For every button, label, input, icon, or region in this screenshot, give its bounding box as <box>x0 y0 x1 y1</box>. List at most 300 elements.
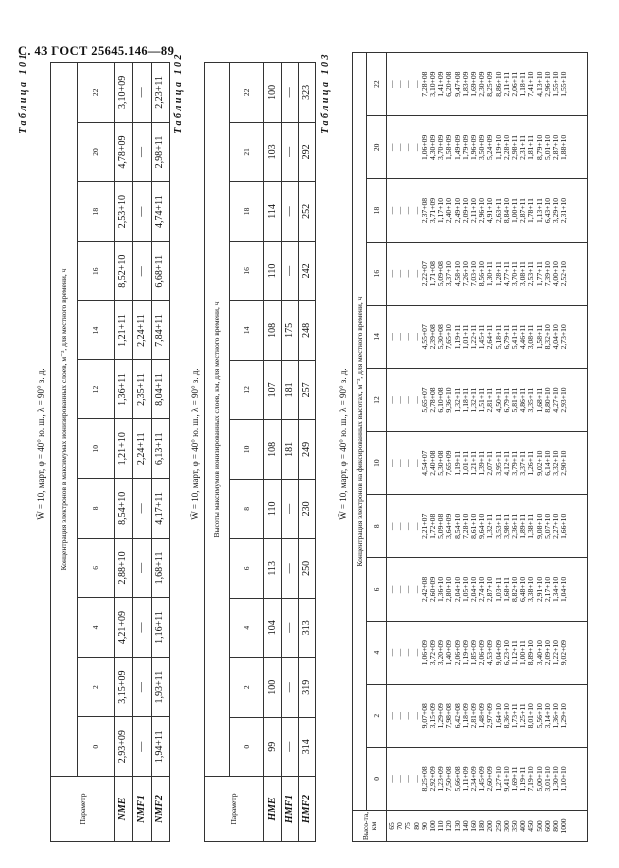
table-cell: — <box>411 711 421 720</box>
hour-header: 10 <box>367 432 387 495</box>
table-cell: 1,32+11 <box>452 387 462 413</box>
table-103-caption: W̄ = 10, март, φ = 40° ю. ш., λ = 90° з. д. <box>338 368 348 520</box>
table-cell: 3,08+11 <box>526 324 536 350</box>
table-cell: — <box>281 63 298 123</box>
hour-header: 2 <box>230 658 264 717</box>
value-column <box>387 432 588 495</box>
rotated-page <box>18 46 593 842</box>
table-cell: — <box>387 269 396 278</box>
height-value: 800 <box>551 820 561 832</box>
table-cell: 2,49+10 <box>452 197 462 224</box>
value-column <box>387 242 588 305</box>
table-cell: 1,18+11 <box>460 387 470 413</box>
table-cell: 2,40+08 <box>428 450 438 476</box>
table-cell: 1,68+11 <box>151 538 169 598</box>
table-cell: 2,36+11 <box>510 513 520 539</box>
table-cell: 1,19+11 <box>452 324 462 350</box>
table-cell: 3,29+10 <box>551 197 561 224</box>
table-cell: — <box>387 522 396 531</box>
table-102-caption: W̄ = 10, март, φ = 40° ю. ш., λ = 90° з. д. <box>190 368 200 520</box>
table-cell: 1,01+11 <box>460 450 470 476</box>
table-cell: 5,81+11 <box>510 387 520 413</box>
table-cell: 2,24+11 <box>133 419 151 479</box>
table-cell: 7,28+08 <box>419 71 429 97</box>
table-cell: 1,06+09 <box>419 640 429 666</box>
height-value: 75 <box>403 822 413 830</box>
table-cell: 3,79+11 <box>510 450 520 476</box>
table-cell: 8,84+10 <box>501 197 511 224</box>
table-cell: 8,80+10 <box>542 387 552 413</box>
table-cell: 2,22+07 <box>419 261 429 287</box>
table-cell: 2,73+10 <box>559 324 569 350</box>
hour-header: 18 <box>77 182 114 242</box>
table-cell: 3,15+09 <box>428 703 438 729</box>
table-cell: 100 <box>264 63 281 123</box>
table-cell: 2,74+10 <box>477 576 487 603</box>
table-cell: 7,41+10 <box>526 71 536 97</box>
table-cell: 1,30+11 <box>485 261 495 287</box>
hour-header: 12 <box>77 360 114 419</box>
table-cell: 3,53+11 <box>493 513 503 539</box>
height-value: 350 <box>510 820 520 832</box>
table-cell: 6,79+11 <box>501 324 511 350</box>
hour-header: 6 <box>367 558 387 621</box>
table-cell: 1,96+09 <box>469 134 479 160</box>
table-102-subcaption: Высоты максимумов ионизированных слоев, км, для местного времени, ч <box>205 63 230 777</box>
table-cell: 3,70+09 <box>436 134 446 160</box>
table-cell: 6,20+08 <box>444 71 454 97</box>
table-cell: 5,30+08 <box>436 450 446 476</box>
height-value: 120 <box>444 820 454 832</box>
table-cell: — <box>395 585 405 594</box>
table-cell: 6,23+10 <box>501 640 511 666</box>
table-cell: 1,41+09 <box>436 71 446 97</box>
hour-header: 2 <box>367 684 387 747</box>
table-cell: — <box>403 522 413 531</box>
table-cell: 1,73+11 <box>510 703 520 729</box>
table-cell: 1,04+10 <box>559 576 569 603</box>
table-cell: — <box>411 522 421 531</box>
table-cell: — <box>403 711 413 720</box>
table-cell: 1,18+11 <box>518 71 528 97</box>
table-cell: 1,29+09 <box>436 703 446 729</box>
hour-header: 12 <box>367 368 387 431</box>
table-cell: 8,61+10 <box>469 513 479 539</box>
table-cell: — <box>411 143 421 152</box>
table-cell: 2,53+10 <box>114 182 132 242</box>
table-cell: 1,03+11 <box>493 577 503 602</box>
table-cell: 3,95+11 <box>493 450 503 476</box>
table-cell: — <box>133 598 151 658</box>
table-cell: 1,32+11 <box>485 513 495 539</box>
value-column <box>387 684 588 747</box>
table-cell: 5,07+10 <box>542 513 552 539</box>
table-cell: — <box>403 206 413 215</box>
hour-header: 18 <box>230 182 264 241</box>
table-cell: — <box>403 396 413 404</box>
table-cell: 313 <box>298 598 315 657</box>
table-cell: — <box>387 143 396 152</box>
table-cell: 1,40+09 <box>444 640 454 666</box>
table-cell: 5,00+10 <box>534 766 544 792</box>
table-cell: 175 <box>281 301 298 360</box>
table-cell: 1,00+11 <box>518 640 528 666</box>
table-cell: — <box>133 241 151 301</box>
hour-header: 20 <box>367 116 387 179</box>
value-column <box>387 53 588 116</box>
table-cell: 6,48+10 <box>518 576 528 603</box>
table-cell: 7,65+09 <box>444 450 454 476</box>
table-cell: — <box>387 396 396 404</box>
table-cell: 2,39+08 <box>428 324 438 350</box>
table-cell: 1,39+11 <box>477 450 487 476</box>
table-cell: 5,24+09 <box>485 134 495 160</box>
table-cell: 4,58+10 <box>452 261 462 287</box>
table-cell: 1,49+09 <box>452 134 462 160</box>
table-cell: 1,34+10 <box>551 576 561 603</box>
table-cell: — <box>387 459 396 467</box>
table-cell: 8,04+11 <box>151 360 169 419</box>
hour-header: 0 <box>77 717 114 777</box>
table-cell: 2,07+11 <box>485 450 495 476</box>
height-value: 70 <box>395 822 405 830</box>
table-cell: 1,64+10 <box>493 703 503 729</box>
table-cell: 2,04+10 <box>469 576 479 603</box>
table-cell: — <box>387 648 396 657</box>
table-cell: 1,48+09 <box>477 703 487 729</box>
table-cell: — <box>395 522 405 531</box>
value-column <box>387 305 588 368</box>
table-cell: 4,53+09 <box>485 640 495 666</box>
table-cell: 99 <box>264 717 281 776</box>
table-cell: 2,30+09 <box>477 71 487 97</box>
height-value: 300 <box>501 820 511 832</box>
table-cell: 1,00+11 <box>510 198 520 223</box>
table-cell: — <box>281 241 298 300</box>
param-name: HMF2 <box>298 777 315 842</box>
table-cell: 8,56+10 <box>477 261 487 287</box>
table-cell: 1,94+11 <box>151 717 169 777</box>
table-cell: 5,56+10 <box>534 703 544 729</box>
table-cell: — <box>133 717 151 777</box>
table-cell: 1,71+08 <box>428 261 438 287</box>
hour-header: 6 <box>77 538 114 598</box>
table-cell: 2,09+10 <box>542 640 552 666</box>
table-cell: 1,01+11 <box>460 324 470 350</box>
value-column <box>387 621 588 684</box>
table-cell: 8,25+09 <box>485 71 495 97</box>
table-cell: 1,58+11 <box>534 324 544 350</box>
table-cell: 5,41+11 <box>510 324 520 350</box>
table-cell: 1,32+11 <box>469 387 479 413</box>
hour-header: 16 <box>77 241 114 301</box>
table-cell: 9,02+10 <box>534 450 544 476</box>
table-cell: 1,85+09 <box>469 640 479 666</box>
table-cell: 1,26+11 <box>526 450 536 476</box>
table-cell: 6,10+08 <box>436 387 446 413</box>
table-cell: 8,52+10 <box>114 241 132 301</box>
hour-header: 16 <box>367 242 387 305</box>
table-cell: 1,19+09 <box>460 640 470 666</box>
table-102-title: Таблица 102 <box>173 52 184 134</box>
table-cell: — <box>411 775 421 783</box>
table-cell: 2,06+09 <box>477 640 487 666</box>
table-cell: 9,41+10 <box>501 766 511 792</box>
table-cell: 110 <box>264 241 281 300</box>
table-cell: 1,18+09 <box>460 703 470 729</box>
table-cell: 2,31+10 <box>559 197 569 224</box>
table-cell: — <box>133 122 151 182</box>
table-cell: 1,10+10 <box>559 766 569 792</box>
table-cell: 8,36+10 <box>501 703 511 729</box>
table-cell: 181 <box>281 360 298 419</box>
table-cell: 2,60+09 <box>428 576 438 603</box>
table-cell: 1,19+11 <box>452 450 462 476</box>
table-cell: 2,87+11 <box>518 198 528 223</box>
table-cell: — <box>281 598 298 657</box>
table-cell: 1,88+10 <box>559 134 569 160</box>
table-102 <box>204 62 316 842</box>
table-cell: — <box>395 80 405 88</box>
table-cell: — <box>411 648 421 657</box>
height-value: 450 <box>526 820 536 832</box>
hour-header: 4 <box>77 598 114 658</box>
table-cell: 1,78+11 <box>526 198 536 223</box>
hour-header: 0 <box>367 747 387 810</box>
table-cell: 1,21+10 <box>114 419 132 479</box>
page-header: С. 43 ГОСТ 25645.146—89 <box>18 44 175 58</box>
height-value: 80 <box>411 822 421 830</box>
table-cell: 4,30+09 <box>428 134 438 160</box>
table-row <box>281 63 298 842</box>
table-cell: 3,40+10 <box>534 640 544 666</box>
table-cell: 9,02+09 <box>559 640 569 666</box>
table-cell: 1,36+10 <box>436 576 446 603</box>
table-cell: 4,27+10 <box>551 387 561 413</box>
hour-header: 6 <box>230 539 264 598</box>
value-column <box>387 495 588 558</box>
table-cell: 5,09+08 <box>436 513 446 539</box>
height-value: 500 <box>534 820 544 832</box>
table-cell: 1,30+10 <box>551 766 561 792</box>
table-cell: 110 <box>264 479 281 538</box>
table-cell: 319 <box>298 658 315 717</box>
table-cell: 1,17+10 <box>436 197 446 224</box>
table-cell: — <box>395 143 405 152</box>
table-cell: — <box>133 479 151 539</box>
table-cell: 2,23+11 <box>151 63 169 123</box>
table-cell: 1,19+10 <box>493 134 503 160</box>
hour-header: 22 <box>367 53 387 116</box>
table-cell: 3,35+11 <box>526 387 536 413</box>
table-cell: 2,11+11 <box>501 71 511 97</box>
table-cell: 2,96+10 <box>542 71 552 97</box>
table-101-caption: W̄ = 10, март, φ = 40° ю. ш., λ = 90° з. д. <box>36 368 46 520</box>
hour-header: 16 <box>230 241 264 300</box>
table-cell: 6,13+11 <box>151 419 169 479</box>
table-cell: 314 <box>298 717 315 776</box>
table-cell: — <box>387 711 396 720</box>
table-cell: — <box>411 269 421 278</box>
table-cell: — <box>281 479 298 538</box>
table-cell: 3,15+09 <box>114 657 132 717</box>
table-cell: 9,64+10 <box>477 513 487 539</box>
table-103 <box>352 52 588 842</box>
table-cell: 2,24+11 <box>133 301 151 360</box>
table-cell: 7,39+10 <box>542 261 552 287</box>
table-cell: 8,32+10 <box>542 324 552 350</box>
param-name: NMF1 <box>133 777 151 842</box>
hour-header: 8 <box>367 495 387 558</box>
table-cell: 2,34+09 <box>469 766 479 792</box>
param-name: NME <box>114 777 132 842</box>
table-cell: 1,23+09 <box>436 766 446 792</box>
table-cell: — <box>281 717 298 776</box>
table-cell: 1,89+11 <box>518 513 528 539</box>
table-cell: 230 <box>298 479 315 538</box>
hour-header: 10 <box>77 419 114 479</box>
table-cell: 2,28+10 <box>501 134 511 160</box>
table-cell: 7,03+10 <box>469 261 479 287</box>
table-cell: 3,37+11 <box>518 450 528 476</box>
table-cell: 1,68+11 <box>534 387 544 413</box>
table-cell: 2,87+10 <box>485 576 495 603</box>
table-cell: 113 <box>264 539 281 598</box>
table-cell: 8,89+10 <box>526 640 536 666</box>
table-cell: 1,19+11 <box>518 766 528 792</box>
table-cell: 1,38+11 <box>526 513 536 539</box>
table-cell: 1,72+08 <box>428 513 438 539</box>
table-cell: — <box>387 775 396 783</box>
table-cell: 1,22+10 <box>551 640 561 666</box>
table-cell: 6,14+10 <box>542 450 552 476</box>
table-cell: 103 <box>264 122 281 181</box>
table-cell: 1,55+10 <box>551 71 561 97</box>
table-cell: 1,27+10 <box>493 766 503 792</box>
table-cell: 1,69+09 <box>469 71 479 97</box>
height-value: 140 <box>460 820 470 832</box>
table-103-title: Таблица 103 <box>320 52 331 134</box>
table-cell: — <box>403 143 413 152</box>
table-cell: 4,17+11 <box>151 479 169 539</box>
table-cell: 2,90+10 <box>559 450 569 476</box>
table-cell: 248 <box>298 301 315 360</box>
table-cell: 7,28+10 <box>460 513 470 539</box>
table-cell: 4,46+11 <box>518 324 528 350</box>
table-cell: 9,47+08 <box>452 71 462 97</box>
table-cell: 2,87+10 <box>551 134 561 160</box>
height-value: 600 <box>542 820 552 832</box>
table-cell: 1,13+11 <box>534 198 544 223</box>
value-column <box>387 747 588 810</box>
table-cell: 9,36+10 <box>444 387 454 413</box>
table-cell: 2,92+09 <box>428 766 438 792</box>
table-cell: — <box>387 585 396 594</box>
table-cell: 3,10+09 <box>114 63 132 123</box>
table-cell: 250 <box>298 539 315 598</box>
table-cell: — <box>395 269 405 278</box>
table-cell: — <box>403 333 413 341</box>
table-cell: 4,78+09 <box>114 122 132 182</box>
table-cell: — <box>133 657 151 717</box>
table-cell: 3,38+10 <box>526 576 536 603</box>
table-cell: 5,01+10 <box>542 134 552 160</box>
table-cell: 1,16+11 <box>151 598 169 658</box>
table-cell: 2,06+11 <box>510 71 520 97</box>
table-cell: — <box>281 122 298 181</box>
table-cell: 5,65+07 <box>419 387 429 413</box>
param-header: Параметр <box>205 777 264 842</box>
table-cell: 2,91+10 <box>534 576 544 603</box>
table-cell: 2,21+07 <box>419 513 429 539</box>
param-name: HMF1 <box>281 777 298 842</box>
table-cell: 107 <box>264 360 281 419</box>
table-cell: — <box>403 775 413 783</box>
table-cell: 2,98+11 <box>151 122 169 182</box>
hour-header: 22 <box>77 63 114 123</box>
height-value: 90 <box>419 822 429 830</box>
table-cell: 3,37+10 <box>444 261 454 287</box>
table-cell: 1,66+10 <box>559 513 569 539</box>
table-cell: 1,29+10 <box>559 703 569 729</box>
table-cell: — <box>395 775 405 783</box>
table-cell: — <box>395 206 405 215</box>
table-cell: — <box>133 63 151 123</box>
table-row <box>151 63 169 842</box>
table-cell: 7,26+10 <box>460 261 470 287</box>
height-value: 180 <box>477 820 487 832</box>
table-cell: 4,12+11 <box>501 450 511 476</box>
table-cell: 3,08+11 <box>518 261 528 287</box>
table-cell: 7,50+08 <box>444 766 454 792</box>
table-cell: 8,25+08 <box>419 766 429 792</box>
table-cell: 7,84+11 <box>151 301 169 360</box>
table-cell: 2,35+11 <box>133 360 151 419</box>
table-cell: 3,32+10 <box>551 450 561 476</box>
table-cell: 1,55+10 <box>559 71 569 97</box>
table-cell: 7,65+10 <box>444 324 454 350</box>
table-cell: 2,93+10 <box>559 387 569 413</box>
table-cell: 108 <box>264 301 281 360</box>
table-cell: 242 <box>298 241 315 300</box>
table-cell: 4,04+10 <box>551 324 561 350</box>
table-cell: 108 <box>264 420 281 479</box>
hour-header: 18 <box>367 179 387 242</box>
table-cell: 3,50+09 <box>477 134 487 160</box>
table-cell: 1,36+11 <box>114 360 132 419</box>
value-column <box>387 368 588 431</box>
hour-header: 0 <box>230 717 264 776</box>
table-cell: 8,54+10 <box>452 513 462 539</box>
table-cell: 1,51+11 <box>477 387 487 413</box>
hour-header: 4 <box>367 621 387 684</box>
hour-header: 10 <box>230 420 264 479</box>
table-cell: 3,20+09 <box>436 640 446 666</box>
height-value: 100 <box>428 820 438 832</box>
table-cell: 292 <box>298 122 315 181</box>
table-cell: 1,06+09 <box>419 134 429 160</box>
table-row <box>298 63 315 842</box>
table-cell: 1,36+10 <box>551 703 561 729</box>
table-cell: 2,17+10 <box>542 576 552 603</box>
height-value: 250 <box>493 820 503 832</box>
table-cell: 4,50+11 <box>493 387 503 413</box>
table-cell: 3,14+10 <box>542 703 552 729</box>
table-cell: 2,40+10 <box>444 197 454 224</box>
table-cell: 2,78+08 <box>428 387 438 413</box>
hour-header: 2 <box>77 657 114 717</box>
table-101-title: Таблица 101 <box>18 52 29 134</box>
